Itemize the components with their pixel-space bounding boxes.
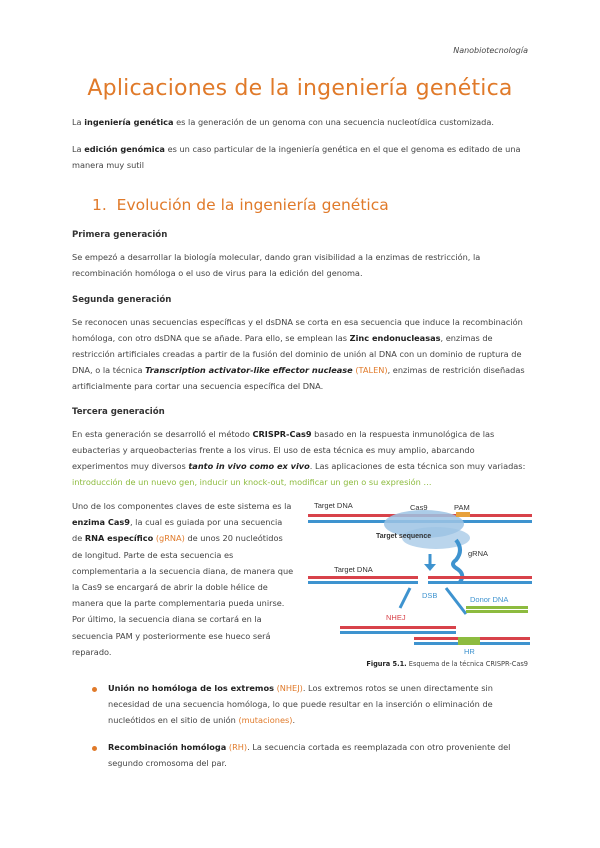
donor-dna-strand-2: [466, 610, 528, 613]
pam-mark: [456, 512, 470, 517]
donor-dna-strand-1: [466, 606, 528, 609]
label-donor-dna: Donor DNA: [470, 595, 509, 604]
dna-cut-right-1: [428, 576, 532, 579]
label-hr: HR: [464, 647, 475, 656]
intro-paragraph-1: La ingeniería genética es la generación de un genoma con una secuencia nucleotídica customizada.: [72, 117, 494, 127]
label-nhej: NHEJ: [386, 613, 406, 622]
section-heading: 1. Evolución de la ingeniería genética: [92, 196, 389, 214]
bullet-nhej: Unión no homóloga de los extremos (NHEJ). Los extremos rotos se unen directamente sin necesidad de una secuencia homóloga, lo que puede resultar en la inserción o eliminación de nucleótidos en el sitio de unión (mutaciones).: [108, 683, 493, 725]
intro-paragraph-2: La edición genómica es un caso particular de la ingeniería genética en el que el genoma es editado de una manera muy sutil: [72, 144, 521, 170]
gen2-heading: Segunda generación: [72, 295, 172, 305]
bullet-dot-1: [92, 687, 97, 692]
cas9-paragraph: Uno de los componentes claves de este sistema es la enzima Cas9, la cual es guiada por una secuencia de RNA específico (gRNA) de unos 20 nucleótidos de longitud. Parte de esta secuencia es complementaria a la secuencia diana, de manera que la Cas9 se encargará de abrir la doble hélice de manera que la parte complementaria pueda unirse. Por último, la secuencia diana se cortará en la secuencia PAM y posteriormente ese hueco será reparado.: [72, 501, 294, 657]
figure-caption: Figura 5.1. Esquema de la técnica CRISPR-Cas9: [366, 660, 528, 668]
hr-insert: [458, 637, 480, 645]
dna-cut-left-1: [308, 576, 418, 579]
crispr-cas9-figure: [306, 496, 534, 656]
label-target-dna-mid: Target DNA: [334, 565, 373, 574]
dna-cut-right-2: [428, 581, 532, 584]
gen1-paragraph: Se empezó a desarrollar la biología molecular, dando gran visibilidad a la enzimas de restricción, la recombinación homóloga o el uso de virus para la edición del genoma.: [72, 252, 481, 278]
gen3-paragraph: En esta generación se desarrolló el método CRISPR-Cas9 basado en la respuesta inmunológica de las eubacterias y arqueobacterias frente a los virus. El uso de esta técnica es muy amplio, abarcando experimentos muy diversos tanto in vivo como ex vivo. Las aplicaciones de esta técnica son muy variadas: introducción de un nuevo gen, inducir un knock-out, modificar un gen o su expresión …: [72, 429, 526, 487]
label-target-dna-top: Target DNA: [314, 501, 353, 510]
label-dsb: DSB: [422, 591, 438, 600]
label-pam: PAM: [454, 503, 470, 512]
gen2-paragraph: Se reconocen unas secuencias específicas y el dsDNA se corta en esa secuencia que induce la recombinación homóloga, con otro dsDNA que se añade. Para ello, se emplean las Zinc endonucleasas, enzimas de restricción artificiales creadas a partir de la fusión del dominio de unión al DNA con un dominio de ruptura de DNA, o la técnica Transcription activator-like effector nuclease (TALEN), enzimas de restrición diseñadas artificialmente para cortar una secuencia específica del DNA.: [72, 317, 525, 391]
gen3-heading: Tercera generación: [72, 407, 165, 417]
page-title: Aplicaciones de la ingeniería genética: [87, 76, 513, 101]
dna-cut-left-2: [308, 581, 418, 584]
bullet-rh: Recombinación homóloga (RH). La secuencia cortada es reemplazada con otro proveniente del segundo cromosoma del par.: [108, 742, 511, 768]
arrow-nhej: [400, 588, 410, 608]
course-header: Nanobiotecnología: [453, 46, 528, 55]
nhej-strand-2: [340, 631, 456, 634]
nhej-strand-1: [340, 626, 456, 629]
label-target-sequence: Target sequence: [376, 533, 432, 540]
bullet-dot-2: [92, 746, 97, 751]
arrow-head-1: [424, 564, 436, 571]
label-cas9: Cas9: [410, 503, 428, 512]
arrow-hr: [446, 588, 466, 614]
gen1-heading: Primera generación: [72, 230, 168, 240]
label-grna: gRNA: [468, 549, 489, 558]
